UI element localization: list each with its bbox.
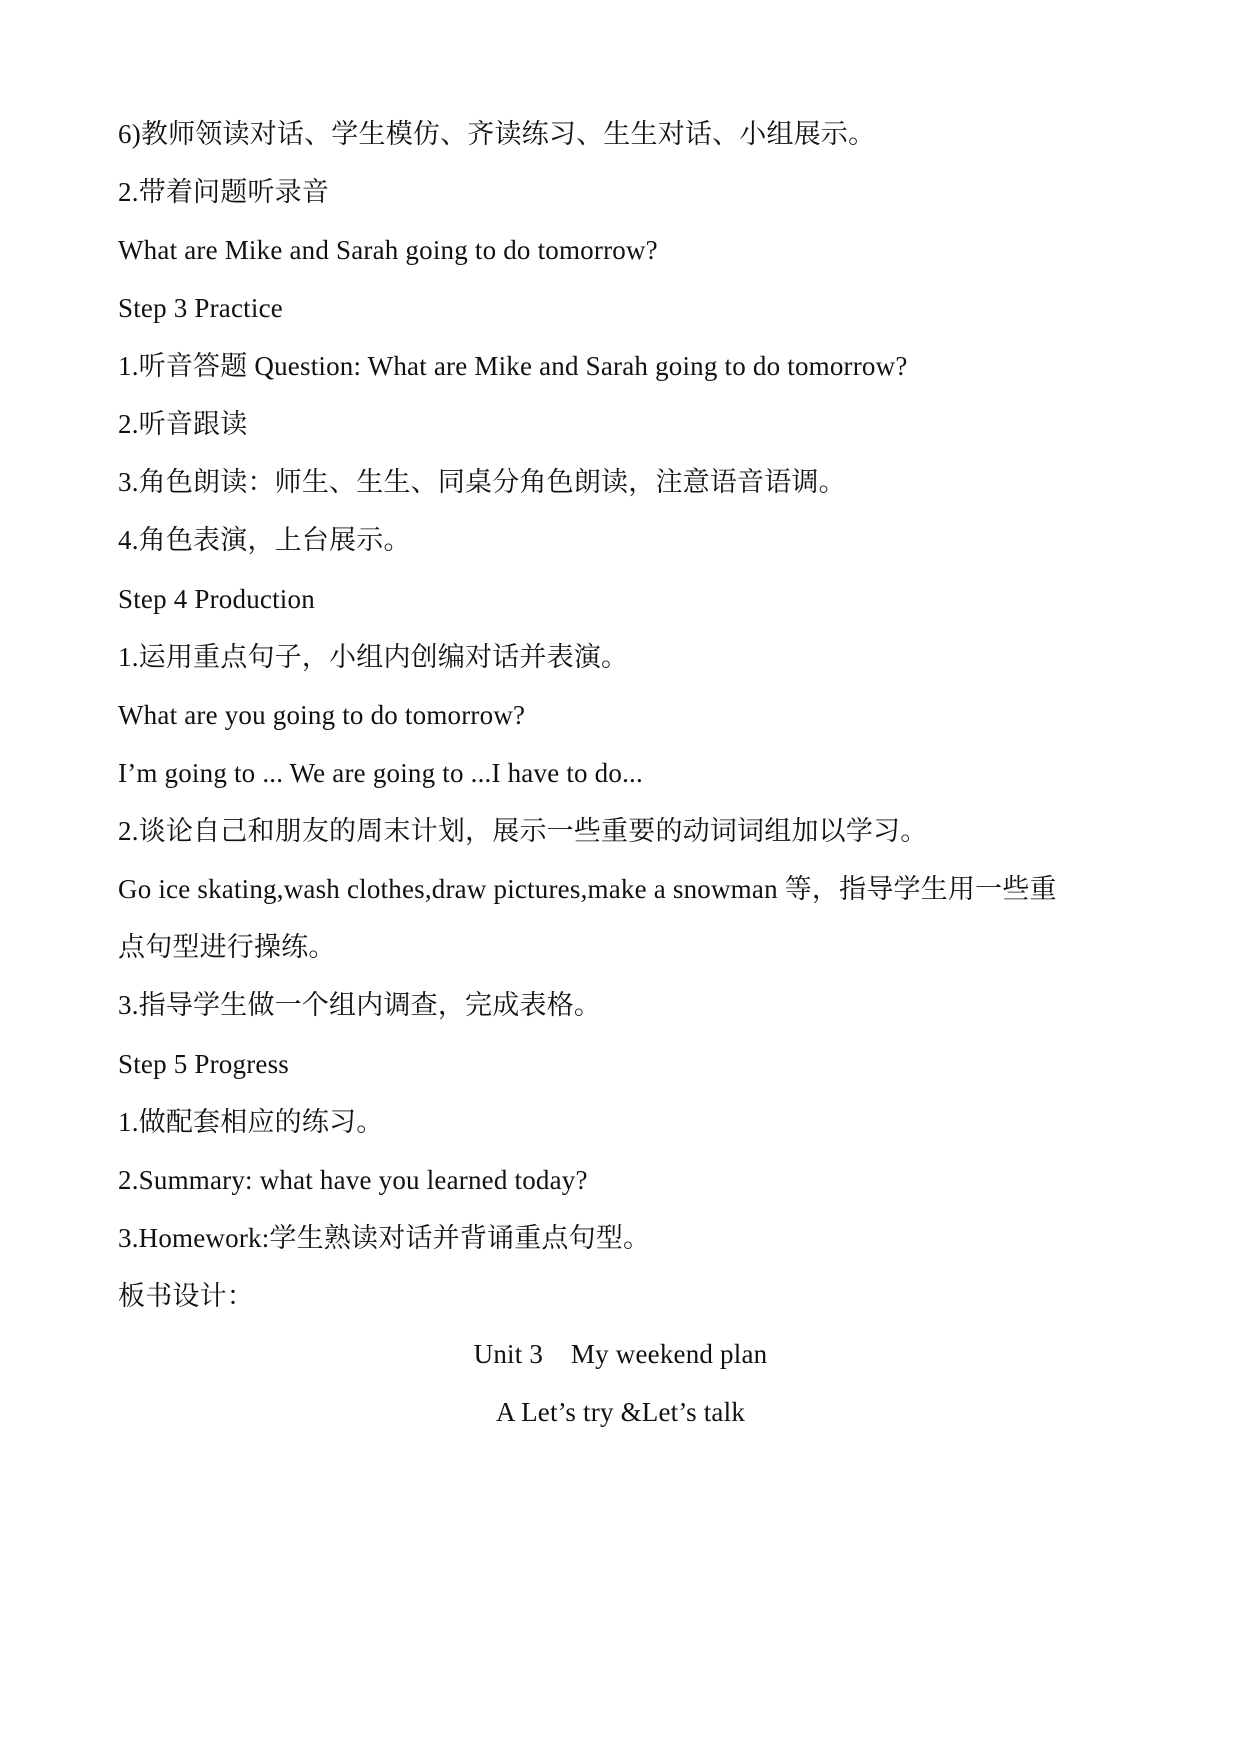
text-line: 2.听音跟读 (118, 409, 248, 439)
text-line: 2.Summary: what have you learned today? (118, 1165, 588, 1195)
text-line: Go ice skating,wash clothes,draw pictures,make a snowman 等，指导学生用一些重 (118, 874, 1057, 904)
step-heading: Step 5 Progress (118, 1049, 289, 1079)
text-line: I’m going to ... We are going to ...I have to do... (118, 758, 643, 788)
text-line: 4.角色表演，上台展示。 (118, 525, 411, 555)
text-line: What are Mike and Sarah going to do tomorrow? (118, 235, 658, 265)
board-subtitle: A Let’s try &Let’s talk (495, 1397, 746, 1427)
text-line: 3.角色朗读：师生、生生、同桌分角色朗读，注意语音语调。 (118, 467, 846, 497)
text-line: 点句型进行操练。 (118, 932, 336, 962)
text-line: 3.指导学生做一个组内调查，完成表格。 (118, 990, 602, 1020)
text-line: 1.运用重点句子，小组内创编对话并表演。 (118, 642, 629, 672)
text-line: 1.做配套相应的练习。 (118, 1107, 384, 1137)
text-line: 3.Homework:学生熟读对话并背诵重点句型。 (118, 1223, 651, 1253)
text-line: 2.带着问题听录音 (118, 177, 330, 207)
step-heading: Step 3 Practice (118, 293, 283, 323)
text-line: 1.听音答题 Question: What are Mike and Sarah going to do tomorrow? (118, 351, 908, 381)
text-line: 6)教师领读对话、学生模仿、齐读练习、生生对话、小组展示。 (118, 119, 876, 149)
text-line: What are you going to do tomorrow? (118, 700, 526, 730)
text-line: 2.谈论自己和朋友的周末计划，展示一些重要的动词词组加以学习。 (118, 816, 928, 846)
step-heading: Step 4 Production (118, 584, 315, 614)
section-label: 板书设计： (118, 1281, 254, 1311)
board-title: Unit 3 My weekend plan (473, 1339, 768, 1369)
